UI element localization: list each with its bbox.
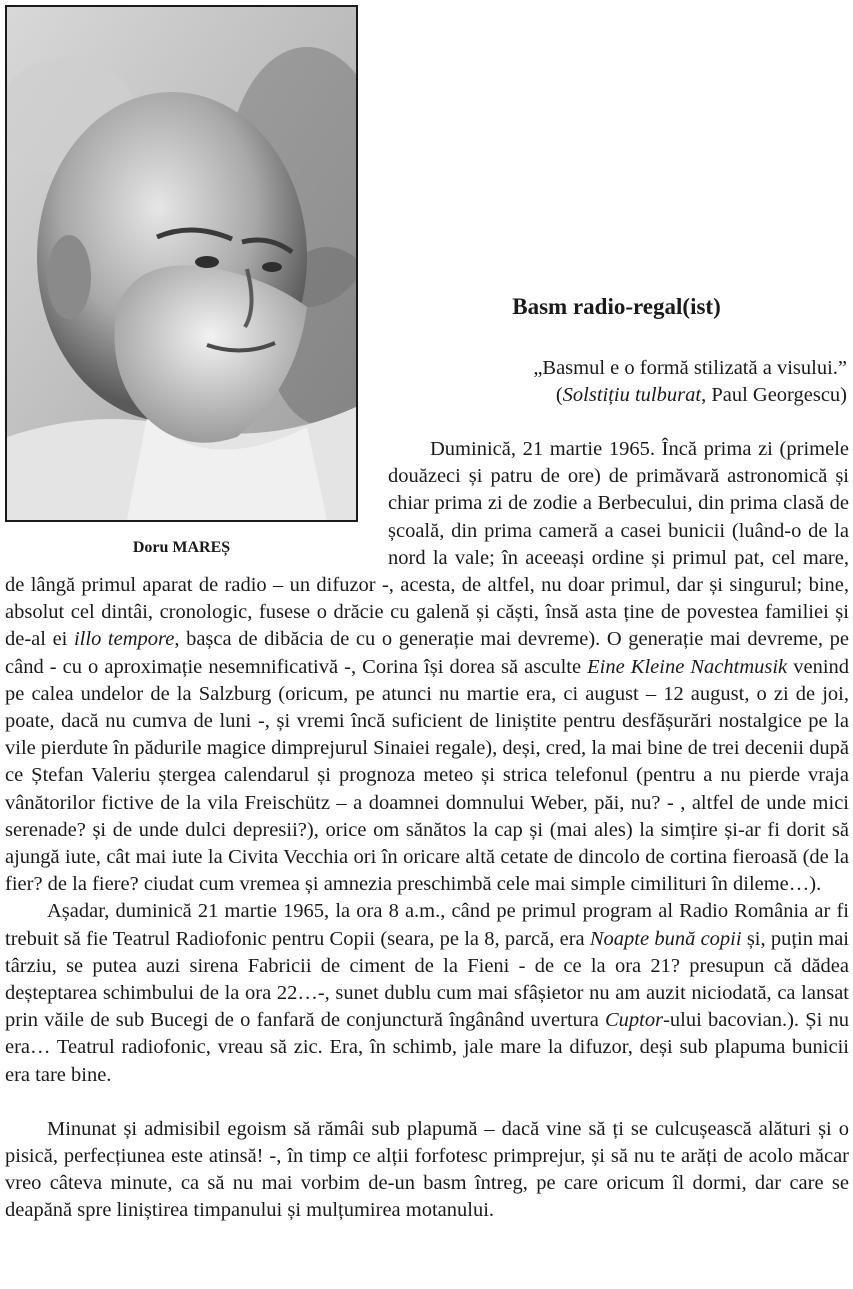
epigraph-source-title: Solstițiu tulburat <box>562 384 702 406</box>
emphasis-noapte-buna-copii: Noapte bună copii <box>589 927 742 950</box>
paragraph-1: Duminică, 21 martie 1965. Încă prima zi (primele douăzeci și patru de ore) de primăvară astronomică și chiar prima zi de zodie a Berbecului, din prima clasă de școală, din prima cameră a casei bunicii (luând-o de la nord la vale; în aceeași ordine și primul pat, cel mare, de lângă primul aparat de radio – un difuzor -, acesta, de altfel, nu doar primul, dar și singurul; bine, absolut cel dintâi, cronologic, fusese o drăcie cu galenă și căști, însă asta ține de povestea familiei și de-al ei illo tempore, bașca de dibăcia de cu o generație mai devreme). O generație mai devreme, pe când - cu o aproximație nesemnificativă -, Corina își dorea să asculte Eine Kleine Nachtmusik venind pe calea undelor de la Salzburg (oricum, pe atunci nu martie era, ci august – 12 august, o zi de joi, poate, dacă nu cumva de luni -, și vremi încă suficient de liniștite pentru desfășurări nostalgice pe la vile pierdute în pădurile magice dimprejurul Sinaiei regale), deși, cred, la mai bine de trei decenii după ce Ștefan Valeriu ștergea calendarul și prognoza meteo și strica telefonul (pentru a nu pierde vraja vânătorilor fictive de la vila Freischütz – a doamnei domnului Weber, păi, nu? - , altfel de unde mici serenade? și de unde dulci depresii?), orice om sănătos la cap și (mai ales) la simțire și-ar fi dorit să ajungă iute, cât mai iute la Civita Vecchia ori în oricare altă cetate de dincolo de cortina fieroasă (de la fier? de la fiere? ciudat cum vremea și amnezia preschimbă cele mai simple cimilituri în dileme…). <box>5 438 850 896</box>
paragraph-3: Minunat și admisibil egoism să rămâi sub plapumă – dacă vine să ți se culcușească alături și o pisică, perfecțiunea este atinsă! -, în timp ce alții forfotesc primprejur, și să nu te arăți de acolo măcar vreo câteva minute, ca să nu mai vorbim de-un basm întreg, pe care oricum îl dormi, dar care se deapănă spre liniștirea timpanului și mulțumirea motanului. <box>5 1117 849 1222</box>
photo-caption: Doru MAREȘ <box>132 539 231 556</box>
paragraph-2: Așadar, duminică 21 martie 1965, la ora 8 a.m., când pe primul program al Radio România ar fi trebuit să fie Teatrul Radiofonic pentru Copii (seara, pe la 8, parcă, era Noapte bună copii și, puțin mai târziu, se putea auzi sirena Fabricii de ciment de la Fieni - de ce la ora 21? presupun că dădea deșteptarea schimbului de la ora 22…-, sunet dublu cum mai sfâșietor nu am auzit niciodată, ca lansat prin văile de sub Bucegi de o fanfară de conjunctură îngânând uvertura Cuptor-ului bacovian.). Și nu era… Teatrul radiofonic, vreau să zic. Era, în schimb, jale mare la difuzor, deși sub plapuma bunicii era tare bine. <box>5 900 849 1086</box>
emphasis-eine-kleine-nachtmusik: Eine Kleine Nachtmusik <box>587 655 788 678</box>
article-body <box>5 436 849 1225</box>
emphasis-cuptor: Cuptor <box>604 1009 664 1032</box>
emphasis-illo-tempore: illo tempore <box>73 628 175 651</box>
epigraph <box>533 355 847 409</box>
epigraph-quote: „Basmul e o formă stilizată a visului.” <box>533 357 847 379</box>
article-title: Basm radio-regal(ist) <box>512 294 721 319</box>
epigraph-source: (Solstițiu tulburat, Paul Georgescu) <box>555 384 847 406</box>
